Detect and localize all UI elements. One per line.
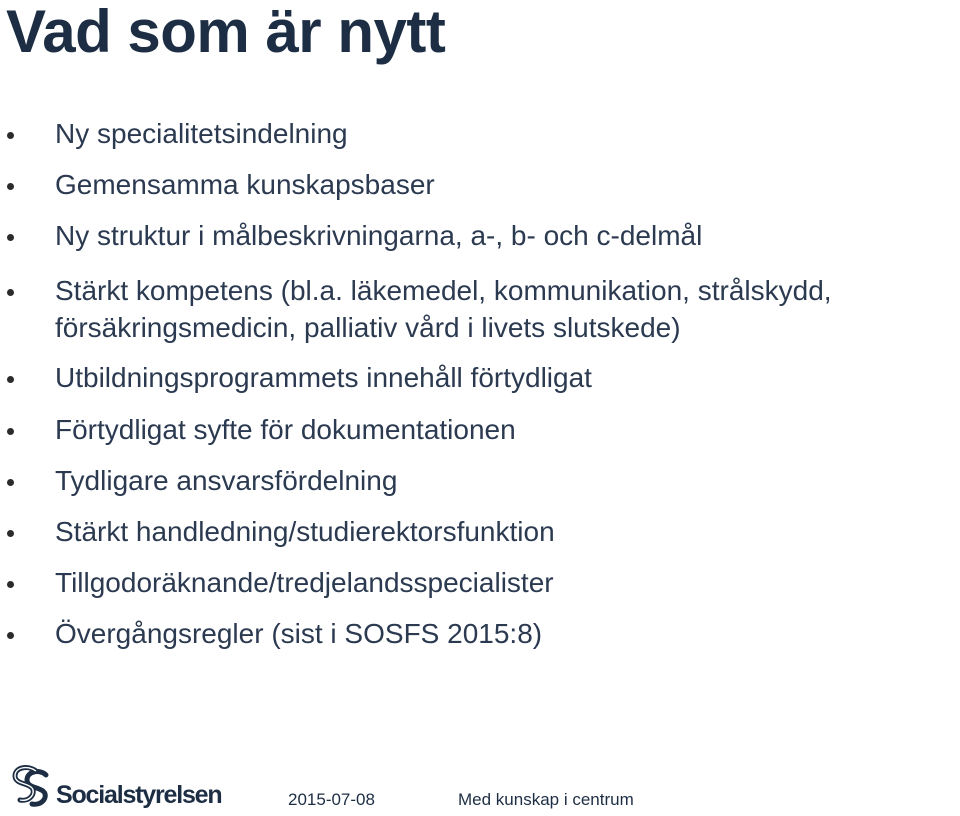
bullet-dot xyxy=(7,289,14,296)
bullet-dot xyxy=(7,132,14,139)
footer-motto: Med kunskap i centrum xyxy=(458,790,634,809)
bullet-dot xyxy=(7,183,14,190)
bullet-text-line-2: försäkringsmedicin, palliativ vård i livets slutskede) xyxy=(55,312,681,343)
bullet-text: Ny struktur i målbeskrivningarna, a-, b- och c-delmål xyxy=(55,220,703,251)
bullet-dot xyxy=(7,530,14,537)
bullet-text: Tillgodoräknande/tredjelandsspecialister xyxy=(55,567,554,598)
bullet-text: Tydligare ansvarsfördelning xyxy=(55,465,398,496)
footer-date: 2015-07-08 xyxy=(288,790,375,809)
socialstyrelsen-emblem-icon xyxy=(6,764,54,808)
bullet-text: Ny specialitetsindelning xyxy=(55,118,348,149)
bullet-text-line-1: Stärkt kompetens (bl.a. läkemedel, kommunikation, strålskydd, xyxy=(55,275,832,306)
bullet-text: Övergångsregler (sist i SOSFS 2015:8) xyxy=(55,618,543,649)
bullet-dot xyxy=(7,479,14,486)
bullet-text: Stärkt handledning/studierektorsfunktion xyxy=(55,516,555,547)
bullet-text: Utbildningsprogrammets innehåll förtydligat xyxy=(55,362,592,393)
bullet-dot xyxy=(7,428,14,435)
slide-title: Vad som är nytt xyxy=(6,0,446,65)
bullet-dot xyxy=(7,632,14,639)
bullet-dot xyxy=(7,376,14,383)
logo-wordmark: Socialstyrelsen xyxy=(56,781,222,809)
bullet-text: Förtydligat syfte för dokumentationen xyxy=(55,414,516,445)
bullet-text: Gemensamma kunskapsbaser xyxy=(55,169,435,200)
socialstyrelsen-logo xyxy=(6,764,226,812)
bullet-dot xyxy=(7,581,14,588)
bullet-dot xyxy=(7,234,14,241)
